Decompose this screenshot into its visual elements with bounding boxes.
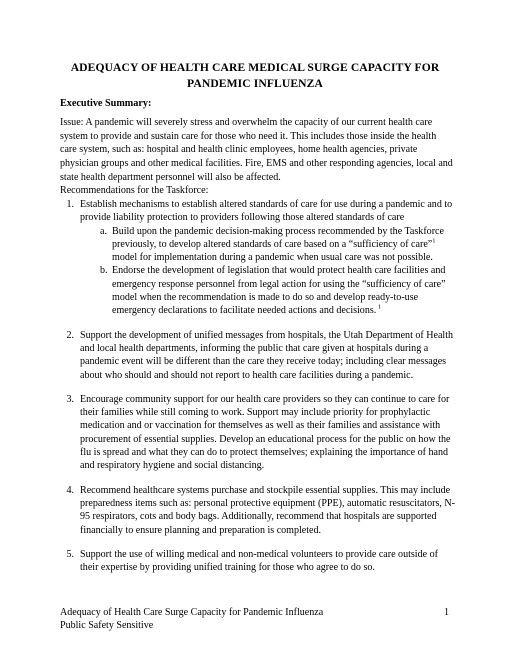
document-title: ADEQUACY OF HEALTH CARE MEDICAL SURGE CAPACITY FOR PANDEMIC INFLUENZA [70,61,440,90]
list-item-text: Establish mechanisms to establish altered standards of care for use during a pandemic and to provide liability protection to providers following those altered standards of care [80,199,453,224]
list-item: 1. Establish mechanisms to establish altered standards of care for use during a pandemic and to provide liability protection to providers following those altered standards of care a. Build upon the pandemic decision-making process recommended by the Taskforce previously, to develop altered standards of care based on a “sufficiency of care”$^1$ model for implementation during a pandemic when usual care was not possible. b. Endorse the development of legislation that would protect health care facilities and emergency response personnel from legal action for using the “sufficiency of care” model when the recommendation is made to do so and develop ready-to-use emergency declarations to facilitate needed actions and decisions. $^1$ [60,198,455,318]
list-item-text: Support the development of unified messages from hospitals, the Utah Department of Health and local health departments, informing the public that care given at hospitals during a pandemic event will be different than the care they receive today; including clear messages about who should and should not report to health care facilities during a pandemic. [80,329,454,381]
list-item-text: Support the use of willing medical and non-medical volunteers to provide care outside of their expertise by providing unified training for those who agree to do so. [80,548,438,574]
page-number: 1 [444,607,450,618]
recommendations-list [60,198,455,585]
sub-list-letter: b. [100,265,108,277]
sub-list-item [80,225,455,265]
footer-title: Adequacy of Health Care Surge Capacity for Pandemic Influenza [60,607,324,618]
footer-classification: Public Safety Sensitive [60,620,154,631]
sub-list-item [80,264,455,317]
list-item: 2. Support the development of unified messages from hospitals, the Utah Department of Health and local health departments, informing the public that care given at hospitals during a pandemic event will be different than the care they receive today; including clear messages about who should and should not report to health care facilities during a pandemic. [66,329,454,381]
sub-list-text: Endorse the development of legislation that would protect health care facilities and emergency response personnel from legal action for using the “sufficiency of care” model when the recommendation is made to do so and develop ready-to-use emergency declarations to facilitate needed actions and decisions. [112,265,446,317]
list-item: 5. Support the use of willing medical and non-medical volunteers to provide care outside of their expertise by providing unified training for those who agree to do so. [60,548,455,575]
footnote-marker: 1 [432,237,436,245]
footnote-marker: 1 [376,304,382,312]
sub-list-text: Build upon the pandemic decision-making process recommended by the Taskforce previously, to develop altered standards of care based on a “sufficiency of care” [112,225,444,250]
recommendations-heading: Recommendations for the Taskforce: [60,185,209,196]
list-item-text: Recommend healthcare systems purchase and stockpile essential supplies. This may include preparedness items such as: personal protective equipment (PPE), automatic resuscitators, N-95 respirators, cots and body bags. Additionally, recommend that hospitals are supported financially to ensure planning and preparation is completed. [80,484,455,536]
sub-list-text-continued: model for implementation during a pandemic when usual care was not possible. [112,252,433,264]
issue-paragraph: Issue: A pandemic will severely stress and overwhelm the capacity of our current health care system to provide and sustain care for those who need it. This includes those inside the health care system, such as: hospital and health clinic employees, home health agencies, private physician groups and other medical facilities. Fire, EMS and other responding agencies, local and state health department personnel will also be affected. [60,117,453,183]
page-footer [60,606,323,632]
list-item-text: Encourage community support for our health care providers so they can continue to care for their families while still coming to work. Support may include priority for prophylactic medication and or vaccination for themselves as well as their families and assistance with procurement of essential supplies. Develop an educational process for the public on how the flu is spread and what they can do to protect themselves; explaining the importance of hand and respiratory hygiene and social distancing. [80,393,451,472]
sub-list-letter: a. [100,225,107,237]
executive-summary-heading: Executive Summary: [60,98,152,109]
list-item: 4. Recommend healthcare systems purchase and stockpile essential supplies. This may include preparedness items such as: personal protective equipment (PPE), automatic resuscitators, N-95 respirators, cots and body bags. Additionally, recommend that hospitals are supported financially to ensure planning and preparation is completed. [66,484,455,536]
list-item: 3. Encourage community support for our health care providers so they can continue to care for their families while still coming to work. Support may include priority for prophylactic medication and or vaccination for themselves as well as their families and assistance with procurement of essential supplies. Develop an educational process for the public on how the flu is spread and what they can do to protect themselves; explaining the importance of hand and respiratory hygiene and social distancing. [60,393,455,473]
